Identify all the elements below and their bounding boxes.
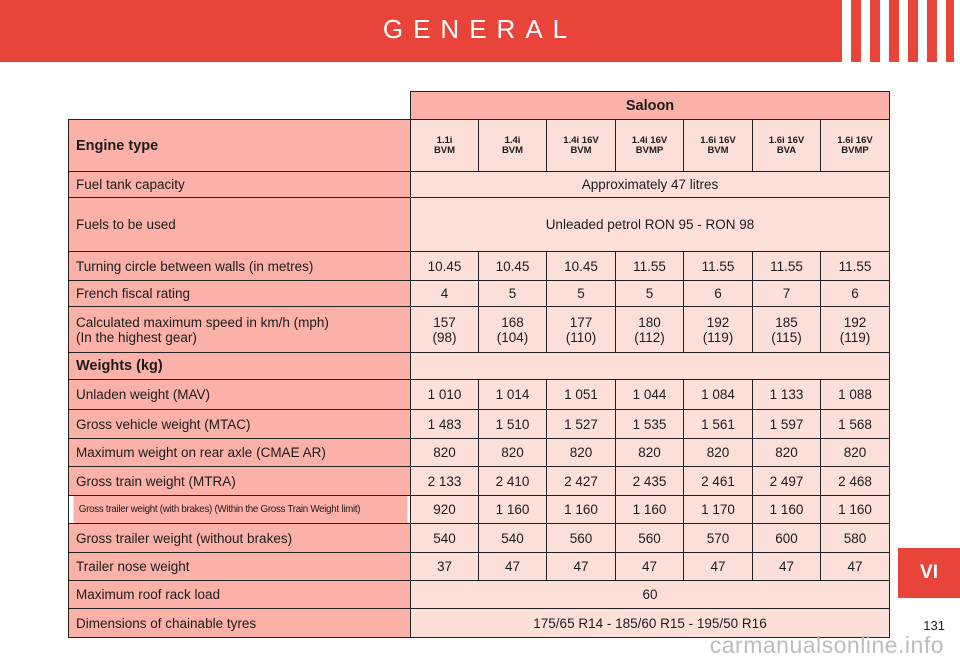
table-row <box>69 198 890 252</box>
engine-column-header: 1.6i 16V BVM <box>684 120 753 172</box>
table-cell: 192 (119) <box>684 307 753 353</box>
table-cell: 1 051 <box>547 380 616 410</box>
table-cell: 1 088 <box>821 380 890 410</box>
table-cell: 1 597 <box>753 410 821 439</box>
table-cell: 820 <box>547 439 616 467</box>
table-row <box>69 92 890 120</box>
table-row <box>69 252 890 281</box>
table-cell: 1 044 <box>616 380 684 410</box>
table-row <box>69 524 890 553</box>
row-label: Gross trailer weight (without brakes) <box>69 524 411 553</box>
table-cell: 7 <box>753 281 821 307</box>
table-row <box>69 553 890 581</box>
engine-column-header: 1.1i BVM <box>411 120 479 172</box>
table-cell: 1 510 <box>479 410 547 439</box>
table-cell: 820 <box>821 439 890 467</box>
specs-table <box>68 91 890 638</box>
table-cell: 1 535 <box>616 410 684 439</box>
table-row <box>69 353 890 380</box>
row-value: 175/65 R14 - 185/60 R15 - 195/50 R16 <box>411 609 890 638</box>
table-cell: 2 497 <box>753 467 821 496</box>
table-cell: 560 <box>547 524 616 553</box>
table-cell: 1 160 <box>547 496 616 524</box>
header-banner <box>0 0 960 62</box>
row-label: Dimensions of chainable tyres <box>69 609 411 638</box>
row-label: Calculated maximum speed in km/h (mph) (In the highest gear) <box>69 307 411 353</box>
table-cell: 580 <box>821 524 890 553</box>
table-row <box>69 467 890 496</box>
table-cell: 820 <box>411 439 479 467</box>
table-row <box>69 281 890 307</box>
table-cell <box>411 353 890 380</box>
table-cell: 820 <box>684 439 753 467</box>
table-cell: 10.45 <box>411 252 479 281</box>
row-value: Unleaded petrol RON 95 - RON 98 <box>411 198 890 252</box>
table-cell: 540 <box>411 524 479 553</box>
table-row <box>69 172 890 198</box>
table-cell: 2 468 <box>821 467 890 496</box>
table-cell: 47 <box>684 553 753 581</box>
table-cell: 540 <box>479 524 547 553</box>
page-number: 131 <box>923 618 945 633</box>
row-label: French fiscal rating <box>69 281 411 307</box>
table-cell: 820 <box>479 439 547 467</box>
table-cell: 1 568 <box>821 410 890 439</box>
table-cell: 600 <box>753 524 821 553</box>
table-row <box>69 496 890 524</box>
table-cell: 4 <box>411 281 479 307</box>
table-cell: 168 (104) <box>479 307 547 353</box>
row-label: Gross vehicle weight (MTAC) <box>69 410 411 439</box>
table-cell: 1 084 <box>684 380 753 410</box>
table-cell: 1 561 <box>684 410 753 439</box>
table-cell: 560 <box>616 524 684 553</box>
engine-type-label: Engine type <box>69 120 411 172</box>
table-cell: 5 <box>616 281 684 307</box>
table-cell: 5 <box>547 281 616 307</box>
table-cell: 1 527 <box>547 410 616 439</box>
page-title: GENERAL <box>382 14 578 44</box>
table-cell: 570 <box>684 524 753 553</box>
table-cell: 6 <box>684 281 753 307</box>
table-cell: 5 <box>479 281 547 307</box>
row-label: Gross trailer weight (with brakes) (Within the Gross Train Weight limit) <box>72 496 407 524</box>
table-cell: 2 410 <box>479 467 547 496</box>
table-cell: 1 170 <box>684 496 753 524</box>
engine-column-header: 1.6i 16V BVA <box>753 120 821 172</box>
table-cell: 11.55 <box>616 252 684 281</box>
table-cell: 2 435 <box>616 467 684 496</box>
table-cell: 2 133 <box>411 467 479 496</box>
table-cell: 47 <box>753 553 821 581</box>
watermark: carmanualsonline.info <box>709 632 944 658</box>
table-cell: 920 <box>411 496 479 524</box>
row-label: Unladen weight (MAV) <box>69 380 411 410</box>
table-cell: 820 <box>753 439 821 467</box>
decorative-stripes <box>828 0 960 62</box>
table-cell: 10.45 <box>479 252 547 281</box>
table-cell: 47 <box>616 553 684 581</box>
row-label: Trailer nose weight <box>69 553 411 581</box>
table-cell: 1 014 <box>479 380 547 410</box>
table-cell: 11.55 <box>684 252 753 281</box>
row-label: Fuels to be used <box>69 198 411 252</box>
table-cell: 47 <box>821 553 890 581</box>
row-label: Fuel tank capacity <box>69 172 411 198</box>
engine-column-header: 1.6i 16V BVMP <box>821 120 890 172</box>
table-cell: 1 160 <box>616 496 684 524</box>
table-cell: 1 010 <box>411 380 479 410</box>
table-cell: 10.45 <box>547 252 616 281</box>
table-cell: 1 133 <box>753 380 821 410</box>
row-label: Turning circle between walls (in metres) <box>69 252 411 281</box>
row-label: Gross train weight (MTRA) <box>69 467 411 496</box>
weights-section-label: Weights (kg) <box>69 353 411 380</box>
table-cell: 1 483 <box>411 410 479 439</box>
table-cell: 47 <box>479 553 547 581</box>
engine-column-header: 1.4i 16V BVM <box>547 120 616 172</box>
table-cell: 2 461 <box>684 467 753 496</box>
row-value: 60 <box>411 581 890 609</box>
table-cell: 177 (110) <box>547 307 616 353</box>
table-row <box>69 410 890 439</box>
row-label: Maximum weight on rear axle (CMAE AR) <box>69 439 411 467</box>
table-cell: 6 <box>821 281 890 307</box>
table-cell: 192 (119) <box>821 307 890 353</box>
table-cell: 1 160 <box>479 496 547 524</box>
table-cell: 157 (98) <box>411 307 479 353</box>
table-cell: 2 427 <box>547 467 616 496</box>
table-cell: 185 (115) <box>753 307 821 353</box>
table-row <box>69 307 890 353</box>
table-row <box>69 120 890 172</box>
row-label: Maximum roof rack load <box>69 581 411 609</box>
table-cell: 1 160 <box>753 496 821 524</box>
table-cell: 11.55 <box>821 252 890 281</box>
table-cell: 11.55 <box>753 252 821 281</box>
engine-column-header: 1.4i 16V BVMP <box>616 120 684 172</box>
engine-column-header: 1.4i BVM <box>479 120 547 172</box>
table-cell: 47 <box>547 553 616 581</box>
table-row <box>69 380 890 410</box>
table-cell: 37 <box>411 553 479 581</box>
table-cell: 180 (112) <box>616 307 684 353</box>
table-row <box>69 439 890 467</box>
group-header: Saloon <box>411 92 890 120</box>
chapter-tab: VI <box>898 548 960 598</box>
row-value: Approximately 47 litres <box>411 172 890 198</box>
table-cell: 1 160 <box>821 496 890 524</box>
table-row <box>69 581 890 609</box>
table-cell: 820 <box>616 439 684 467</box>
